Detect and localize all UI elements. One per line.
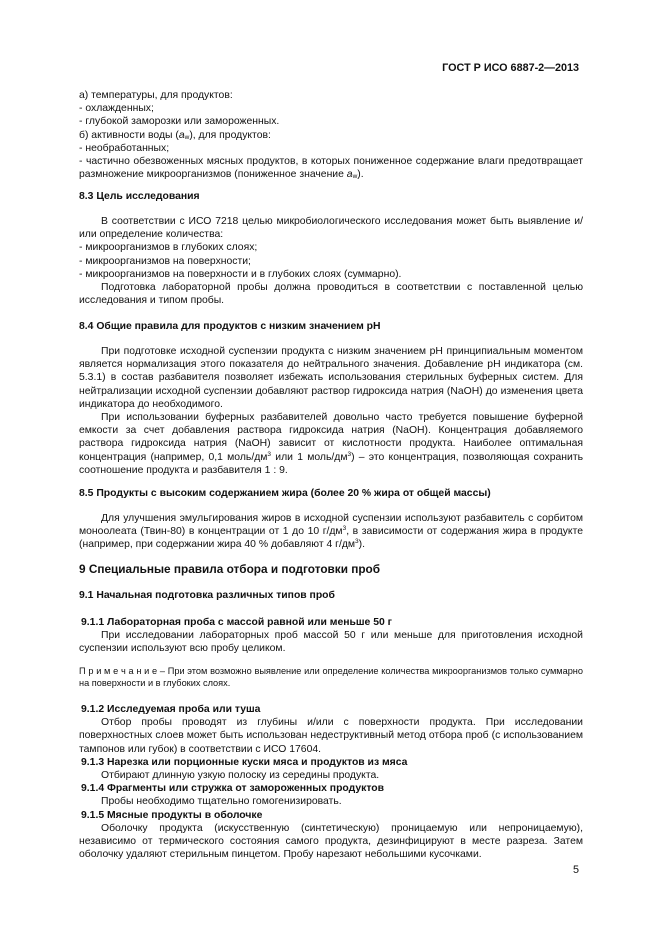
section-9-1-4-title: 9.1.4 Фрагменты или стружка от замороженных продуктов <box>81 783 385 795</box>
section-8-4-p2 <box>79 411 583 477</box>
intro-b-text: б) активности воды ( <box>79 129 179 141</box>
intro-block <box>79 89 583 181</box>
intro-b-item-2 <box>79 155 583 181</box>
section-8-3-body <box>79 215 583 307</box>
section-8-4-sup-2: 3 <box>347 450 352 458</box>
intro-b-var: a <box>178 129 185 141</box>
section-8-3-p1: В соответствии с ИСО 7218 целью микробиологического исследования может быть выявление и/или определение количества: <box>79 216 583 241</box>
section-9-1-4-text: Пробы необходимо тщательно гомогенизировать. <box>101 796 342 808</box>
section-9-1-5-text: Оболочку продукта (искусственную (синтетическую) проницаемую или непроницаемую), независимо от термического состояния самого продукта, дезинфицируют в месте разреза. Затем оболочку удаляют стерильным пинцетом. Пробу нарезают небольшими кусочками. <box>79 822 583 861</box>
intro-a-item-1: - охлажденных; <box>79 103 154 115</box>
note-label: П р и м е ч а н и е <box>79 666 158 676</box>
section-9-1-2-text: Отбор пробы проводят из глубины и/или с поверхности продукта. При исследовании поверхностных слоев может быть использован недеструктивный метод отбора проб (с использованием тампонов или губок) в соответствии с ИСО 17604. <box>79 717 583 755</box>
intro-b-item-2-end: ). <box>357 169 364 181</box>
section-9-1-3-text: Отбирают длинную узкую полоску из середины продукта. <box>101 770 380 782</box>
standard-header: ГОСТ Р ИСО 6887-2—2013 <box>442 62 579 74</box>
note-block <box>79 665 583 689</box>
section-9-1-2-title: 9.1.2 Исследуемая проба или туша <box>81 704 261 715</box>
section-8-4-p2-a: При использовании буферных разбавителей довольно часто требуется повышение буферной емкости за счет добавления раствора гидроксида натрия (NaOH). Концентрация добавляемого раствора гидроксида натрия (NaOH) зависит от кислотности продукта. Наиболее оптимальная концентрация (например, 0,1 моль/дм <box>79 412 583 463</box>
section-8-5-p-c: ). <box>358 539 366 551</box>
intro-b <box>79 129 583 142</box>
intro-b-item-2-var: a <box>346 169 353 181</box>
section-8-5-sup-2: 3 <box>355 538 359 546</box>
intro-b-sub: w <box>184 133 190 141</box>
section-8-3-title: 8.3 Цель исследования <box>79 191 200 202</box>
section-8-5-title: 8.5 Продукты с высоким содержанием жира (более 20 % жира от общей массы) <box>79 488 491 499</box>
section-8-3-item-3: - микроорганизмов на поверхности и в глубоких слоях (суммарно). <box>79 268 402 280</box>
section-9-title: 9 Специальные правила отбора и подготовки проб <box>79 562 381 576</box>
section-8-3-item-1: - микроорганизмов в глубоких слоях; <box>79 242 258 254</box>
section-9-1-1-title: 9.1.1 Лабораторная проба с массой равной или меньше 50 г <box>81 617 392 628</box>
section-9-1-1 <box>79 616 583 656</box>
section-9-1-5-title: 9.1.5 Мясные продукты в оболочке <box>81 809 263 821</box>
section-9-1-1-text: При исследовании лабораторных проб массой 50 г или меньше для приготовления исходной суспензии используют всю пробу целиком. <box>79 630 583 655</box>
section-8-4-title: 8.4 Общие правила для продуктов с низким значением pH <box>79 321 381 332</box>
section-8-5-sup-1: 3 <box>342 525 347 533</box>
section-8-5-p-b: , в зависимости от содержания жира в продукте (например, при содержании жира 40 % добавляют 4 г/дм <box>79 526 583 551</box>
section-8-4-body <box>79 345 583 477</box>
intro-b-item-2-sub: w <box>352 173 358 181</box>
section-8-3-p2: Подготовка лабораторной пробы должна проводиться в соответствии с поставленной целью исследования и типом пробы. <box>79 282 583 307</box>
page-number: 5 <box>572 864 579 876</box>
intro-a: а) температуры, для продуктов: <box>79 90 233 101</box>
section-9-1-3-title: 9.1.3 Нарезка или порционные куски мяса и продуктов из мяса <box>81 756 408 768</box>
section-8-5-body <box>79 512 583 552</box>
section-8-3-item-2: - микроорганизмов на поверхности; <box>79 255 251 267</box>
intro-b-text-end: ), для продуктов: <box>189 129 271 141</box>
intro-a-item-2: - глубокой заморозки или замороженных. <box>79 116 280 128</box>
section-8-4-sup-1: 3 <box>267 450 272 458</box>
note-text: – При этом возможно выявление или определение количества микроорганизмов только суммарно на поверхности и в глубоких слоях. <box>79 666 583 688</box>
section-8-4-p1: При подготовке исходной суспензии продукта с низким значением pH принципиальным моментом является нормализация этого показателя до нейтрального значения. Добавление pH индикатора (см. 5.3.1) в состав разбавителя позволяет избежать использования стерильных буферных систем. Для нейтрализации исходной суспензии добавляют раствор гидроксида натрия (NaOH) до изменения цвета индикатора до необходимого. <box>79 346 583 410</box>
section-8-4-p2-b: или 1 моль/дм <box>271 451 348 463</box>
intro-b-item-1: - необработанных; <box>79 142 170 154</box>
section-8-5-p <box>79 512 583 552</box>
section-9-1-2 <box>79 703 583 861</box>
section-9-1-title: 9.1 Начальная подготовка различных типов проб <box>79 590 335 601</box>
intro-b-item-2-text: - частично обезвоженных мясных продуктов, в которых пониженное содержание влаги предотвращает размножение микроорганизмов (пониженное значение <box>79 156 583 181</box>
section-8-4-p2-c: ) – это концентрация, позволяющая сохранить соотношение продукта и разбавителя 1 : 9. <box>79 451 584 476</box>
section-8-5-p-a: Для улучшения эмульгирования жиров в исходной суспензии используют разбавитель с сорбитом моноолеата (Твин-80) в концентрации от 1 до 10 г/дм <box>79 513 583 538</box>
